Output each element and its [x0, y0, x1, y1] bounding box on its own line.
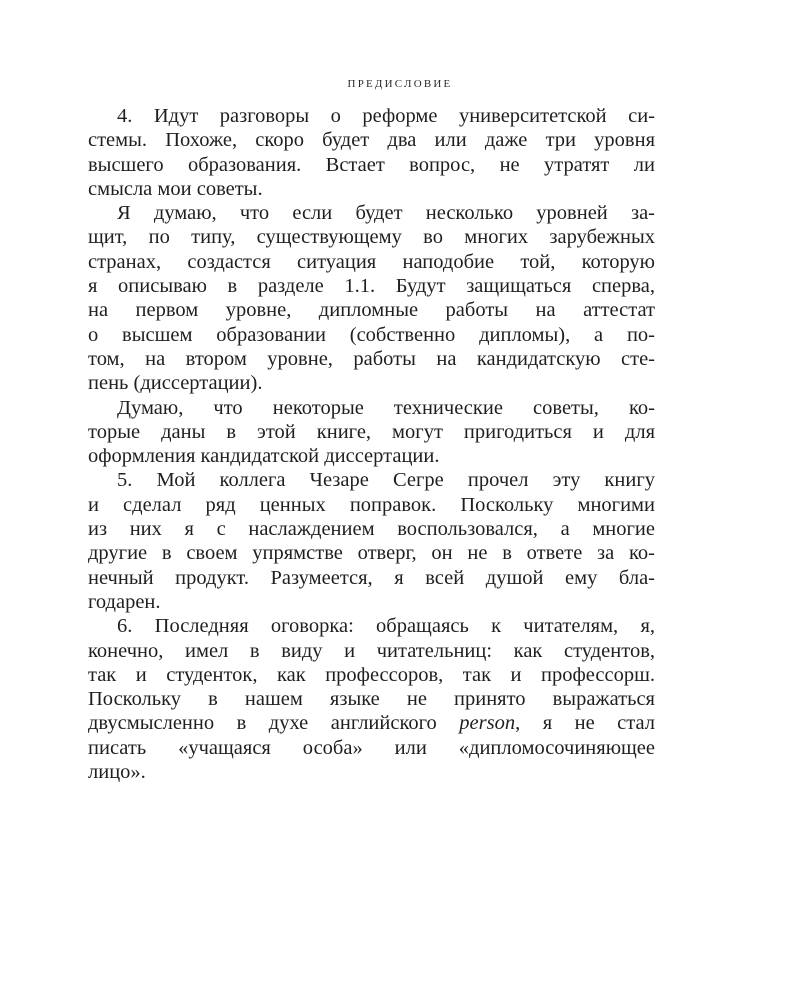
- text-fragment: двусмысленно в духе английского: [88, 712, 460, 735]
- text-fragment: , я не стал: [515, 712, 655, 735]
- paragraph-6: [88, 614, 655, 784]
- text-line: лицо».: [88, 761, 146, 784]
- text-line: Я думаю, что если будет несколько уровней за-: [117, 202, 655, 225]
- text-line: пень (диссертации).: [88, 372, 263, 395]
- text-line: писать «учащаяся особа» или «дипломосочиняющее: [88, 736, 655, 759]
- text-line: нечный продукт. Разумеется, я всей душой ему бла-: [88, 566, 655, 589]
- paragraph-4: [88, 104, 655, 201]
- text-line: годарен.: [88, 590, 161, 613]
- text-line: 5. Мой коллега Чезаре Сегре прочел эту книгу: [117, 469, 655, 492]
- text-line: другие в своем упрямстве отверг, он не в ответе за ко-: [88, 542, 655, 565]
- text-line: из них я с наслаждением воспользовался, а многие: [88, 518, 655, 541]
- text-line: я описываю в разделе 1.1. Будут защищаться сперва,: [88, 275, 655, 298]
- text-line: том, на втором уровне, работы на кандидатскую сте-: [88, 347, 655, 370]
- italic-word: person: [459, 712, 516, 735]
- text-line: стемы. Похоже, скоро будет два или даже три уровня: [88, 129, 655, 152]
- text-line-with-italic: [88, 711, 655, 735]
- text-line: оформления кандидатской диссертации.: [88, 445, 440, 468]
- text-line: торые даны в этой книге, могут пригодиться и для: [88, 420, 655, 443]
- text-line: 6. Последняя оговорка: обращаясь к читателям, я,: [117, 615, 655, 638]
- body-text: [88, 104, 655, 784]
- running-head: ПРЕДИСЛОВИЕ: [347, 78, 453, 90]
- text-line: конечно, имел в виду и читательниц: как студентов,: [88, 639, 655, 662]
- text-line: о высшем образовании (собственно дипломы), а по-: [88, 323, 655, 346]
- text-line: так и студенток, как профессоров, так и профессорш.: [88, 663, 655, 686]
- text-line: смысла мои советы.: [88, 177, 263, 200]
- paragraph-5: [88, 468, 655, 614]
- text-line: и сделал ряд ценных поправок. Поскольку многими: [88, 493, 655, 516]
- paragraph-tech-advice: [88, 396, 655, 469]
- text-line: щит, по типу, существующему во многих зарубежных: [88, 226, 655, 249]
- text-line: высшего образования. Встает вопрос, не утратят ли: [88, 153, 655, 176]
- text-line: странах, создастся ситуация наподобие той, которую: [88, 250, 655, 273]
- text-line: 4. Идут разговоры о реформе университетской си-: [117, 105, 655, 127]
- text-line: Думаю, что некоторые технические советы, ко-: [117, 396, 655, 419]
- paragraph-levels: [88, 201, 655, 395]
- text-line: на первом уровне, дипломные работы на аттестат: [88, 299, 655, 322]
- text-line: Поскольку в нашем языке не принято выражаться: [88, 688, 655, 711]
